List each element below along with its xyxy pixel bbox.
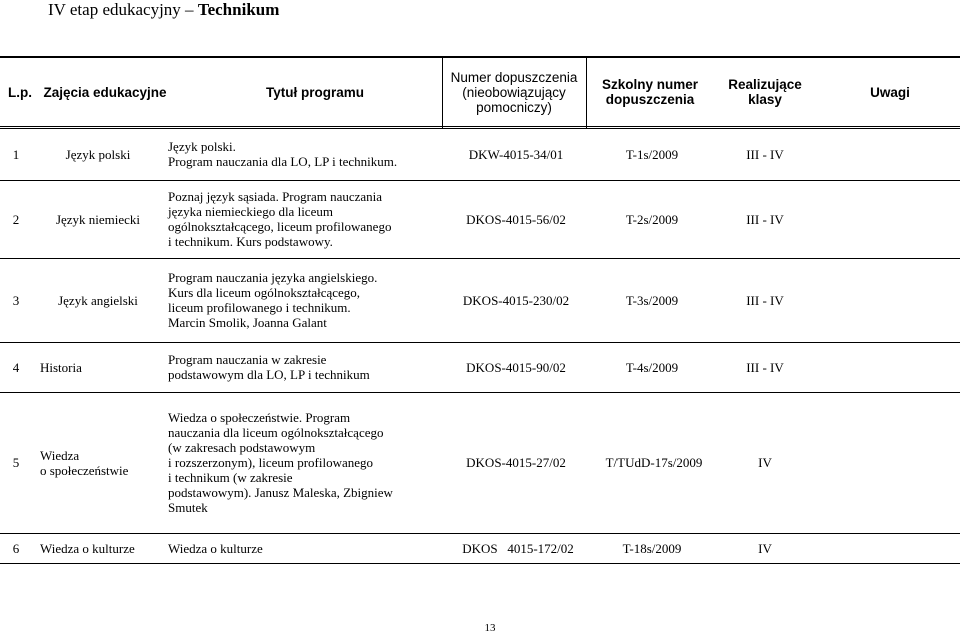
cell-numer: DKOS-4015-230/02 [462, 292, 570, 308]
cell-program: Poznaj język sąsiada. Program nauczania języka niemieckiego dla liceum ogólnokształcącego, liceum profilowanego i technikum. Kurs podstawowy. [168, 189, 392, 249]
cell-lp: 5 [12, 455, 20, 470]
cell-lp: 2 [12, 211, 20, 227]
header-column-divider [586, 56, 587, 128]
cell-lp: 3 [12, 292, 20, 308]
row-divider [0, 180, 960, 181]
cell-klasy: IV [758, 455, 772, 470]
cell-program: Wiedza o kulturze [168, 540, 263, 556]
header-szkolny: Szkolny numer dopuszczenia [601, 77, 699, 107]
cell-subject: Historia [40, 359, 82, 375]
page-title [48, 0, 279, 20]
cell-numer: DKOS 4015-172/02 [462, 540, 574, 556]
cell-subject: Język niemiecki [55, 211, 141, 227]
title-prefix: IV etap edukacyjny – [48, 0, 198, 19]
cell-klasy: III - IV [746, 146, 784, 162]
header-column-divider [442, 56, 443, 128]
cell-klasy: III - IV [746, 292, 784, 308]
cell-subject: Wiedza o społeczeństwie [40, 447, 129, 478]
header-uwagi: Uwagi [870, 84, 910, 100]
cell-lp: 1 [12, 146, 20, 162]
table-bottom-border [0, 563, 960, 564]
cell-szkolny: T-1s/2009 [625, 146, 679, 162]
header-realizujace: Realizujące klasy [728, 77, 802, 107]
cell-numer: DKOS-4015-90/02 [466, 359, 566, 375]
cell-szkolny: T-2s/2009 [625, 211, 679, 227]
cell-numer: DKW-4015-34/01 [468, 146, 564, 162]
row-divider [0, 533, 960, 534]
row-divider [0, 342, 960, 343]
header-tytul: Tytuł programu [265, 84, 364, 100]
row-divider [0, 258, 960, 259]
cell-program: Program nauczania w zakresie podstawowym dla LO, LP i technikum [168, 352, 370, 382]
header-lp: L.p. [8, 84, 32, 100]
title-bold: Technikum [197, 0, 280, 19]
header-zajecia: Zajęcia edukacyjne [43, 84, 167, 100]
header-bottom-border [0, 126, 960, 129]
cell-numer: DKOS-4015-27/02 [466, 455, 566, 470]
cell-lp: 4 [12, 359, 20, 375]
page-number: 13 [484, 622, 496, 634]
cell-program: Wiedza o społeczeństwie. Program nauczania dla liceum ogólnokształcącego (w zakresach podstawowym i rozszerzonym), liceum profilowanego i technikum (w zakresie podstawowym). Janusz Maleska, Zbigniew Smutek [168, 410, 393, 515]
cell-program: Program nauczania języka angielskiego. Kurs dla liceum ogólnokształcącego, liceum profilowanego i technikum. Marcin Smolik, Joanna Galant [168, 270, 378, 330]
cell-klasy: IV [758, 540, 772, 556]
cell-subject: Język angielski [58, 292, 138, 308]
cell-subject: Wiedza o kulturze [40, 540, 135, 556]
header-numer: Numer dopuszczenia (nieobowiązujący pomocniczy) [450, 69, 578, 115]
cell-szkolny: T-18s/2009 [622, 540, 682, 556]
cell-szkolny: T-4s/2009 [625, 359, 679, 375]
cell-program: Język polski. Program nauczania dla LO, LP i technikum. [168, 139, 398, 169]
cell-subject: Język polski [65, 146, 131, 162]
cell-numer: DKOS-4015-56/02 [466, 211, 566, 227]
cell-szkolny: T-3s/2009 [625, 292, 679, 308]
cell-klasy: III - IV [746, 211, 784, 227]
row-divider [0, 392, 960, 393]
cell-klasy: III - IV [746, 359, 784, 375]
cell-lp: 6 [12, 540, 20, 556]
cell-szkolny: T/TUdD-17s/2009 [605, 455, 703, 470]
